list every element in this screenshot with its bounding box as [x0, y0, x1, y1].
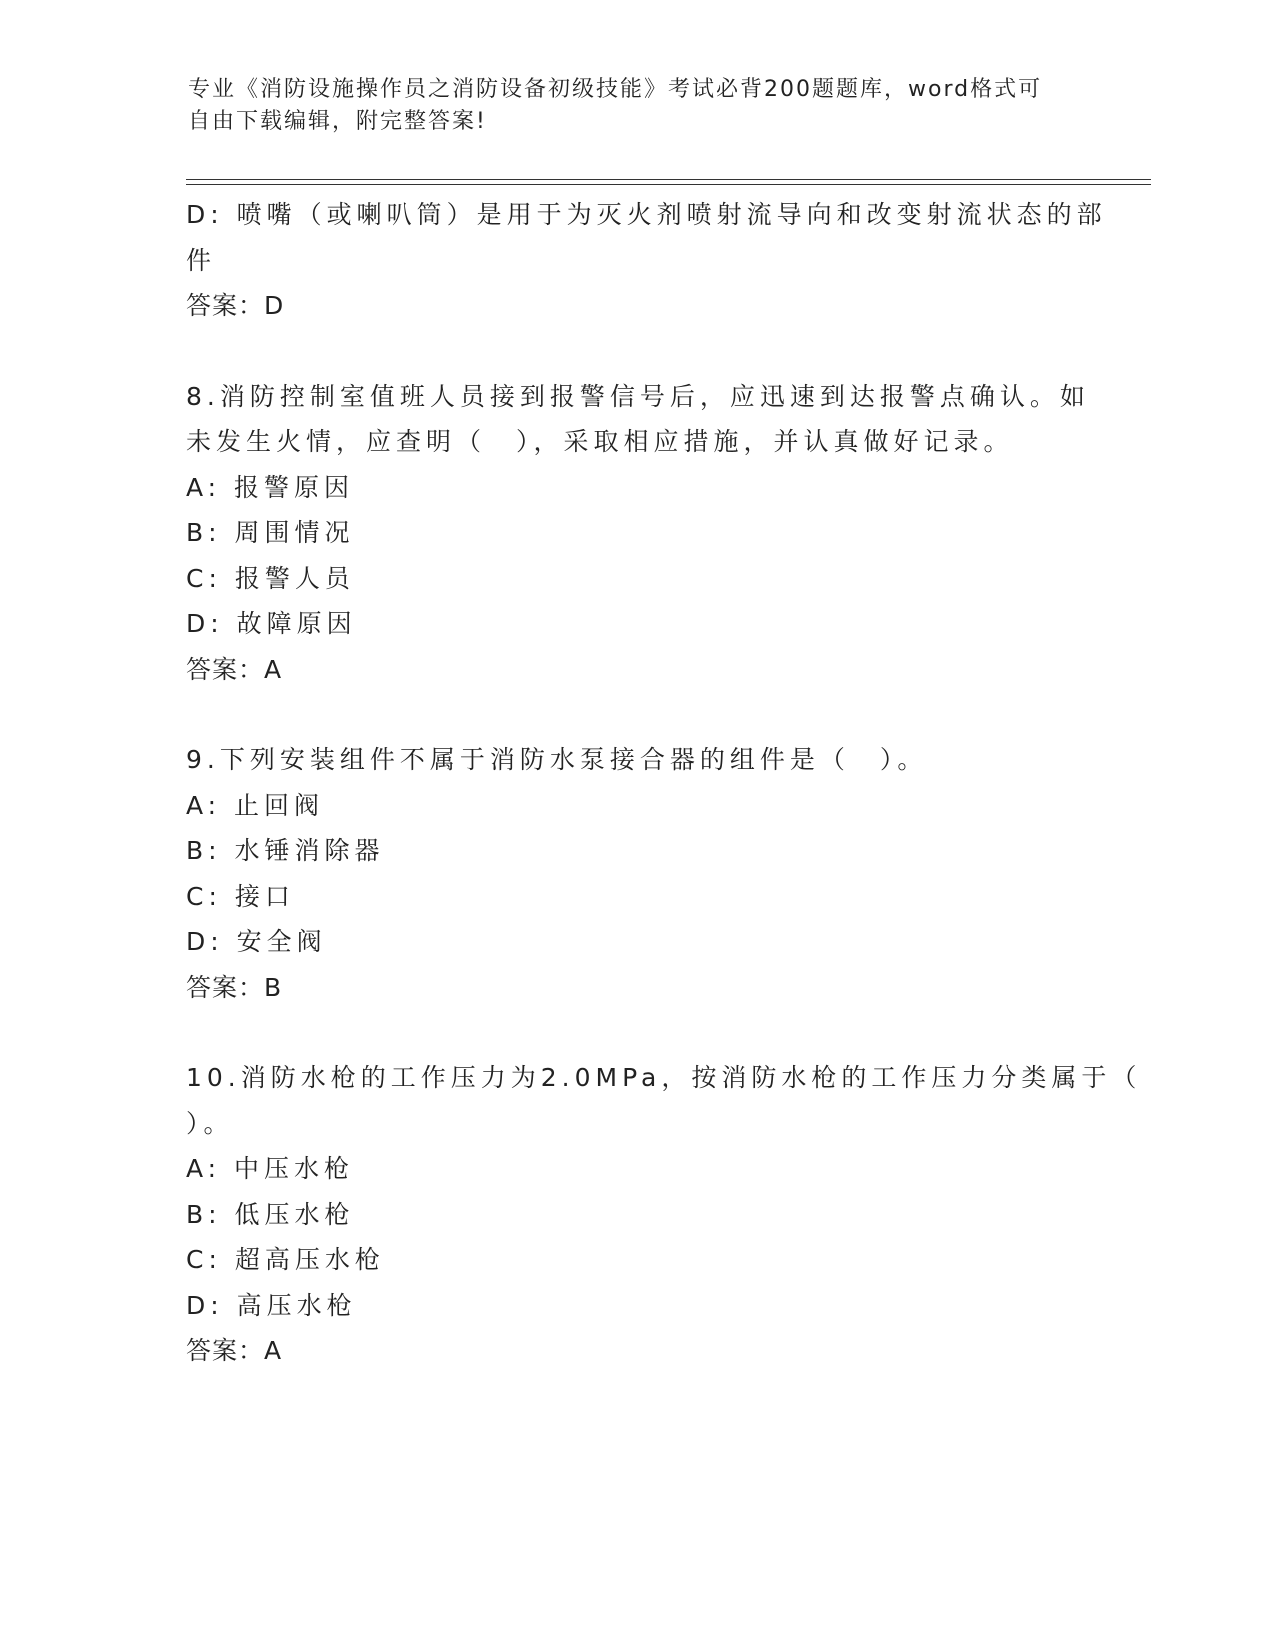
header-line-1: 专业《消防设施操作员之消防设备初级技能》考试必背200题题库，word格式可: [188, 77, 1043, 102]
header-divider-bottom: [186, 184, 1151, 185]
answer-line: 答案：A: [186, 654, 283, 684]
option-d: D: 故障原因: [186, 609, 357, 638]
question-stem-line: 8.消防控制室值班人员接到报警信号后，应迅速到达报警点确认。如: [186, 381, 1090, 411]
option-d-line-2: 件: [186, 245, 217, 275]
answer-line: 答案：A: [186, 1336, 283, 1365]
option-a: A: 中压水枪: [186, 1154, 355, 1183]
question-stem-line: ）。: [186, 1108, 234, 1138]
option-a: A: 报警原因: [186, 472, 355, 502]
option-b: B: 周围情况: [186, 518, 355, 547]
option-a: A: 止回阀: [186, 790, 325, 820]
spacer: [186, 692, 1086, 737]
question-7-tail: [186, 192, 1107, 329]
question-stem-line: 9.下列安装组件不属于消防水泵接合器的组件是（ ）。: [186, 745, 928, 774]
option-d: D: 安全阀: [186, 927, 327, 956]
spacer: [186, 329, 1086, 374]
question-10: [186, 1055, 1142, 1374]
option-c: C: 超高压水枪: [186, 1245, 385, 1274]
question-8: [186, 374, 1090, 693]
option-d: D: 高压水枪: [186, 1290, 357, 1320]
option-c: C: 接口: [186, 881, 295, 911]
option-c: C: 报警人员: [186, 563, 355, 593]
document-body: [186, 192, 1142, 1374]
header-line-2: 自由下载编辑，附完整答案!: [188, 109, 487, 134]
option-b: B: 低压水枪: [186, 1199, 355, 1229]
question-9: [186, 737, 1086, 1010]
answer-line: 答案：B: [186, 972, 283, 1002]
option-d-line-1: D: 喷嘴（或喇叭筒）是用于为灭火剂喷射流导向和改变射流状态的部: [186, 200, 1107, 229]
answer-line: 答案：D: [186, 291, 285, 320]
header-divider-top: [186, 179, 1151, 180]
question-stem-line: 未发生火情，应查明（ ），采取相应措施，并认真做好记录。: [186, 427, 1014, 456]
document-header: [188, 74, 1088, 138]
question-stem-line: 10.消防水枪的工作压力为2.0MPa，按消防水枪的工作压力分类属于（: [186, 1063, 1142, 1092]
option-b: B: 水锤消除器: [186, 836, 385, 865]
spacer: [186, 1010, 1086, 1055]
